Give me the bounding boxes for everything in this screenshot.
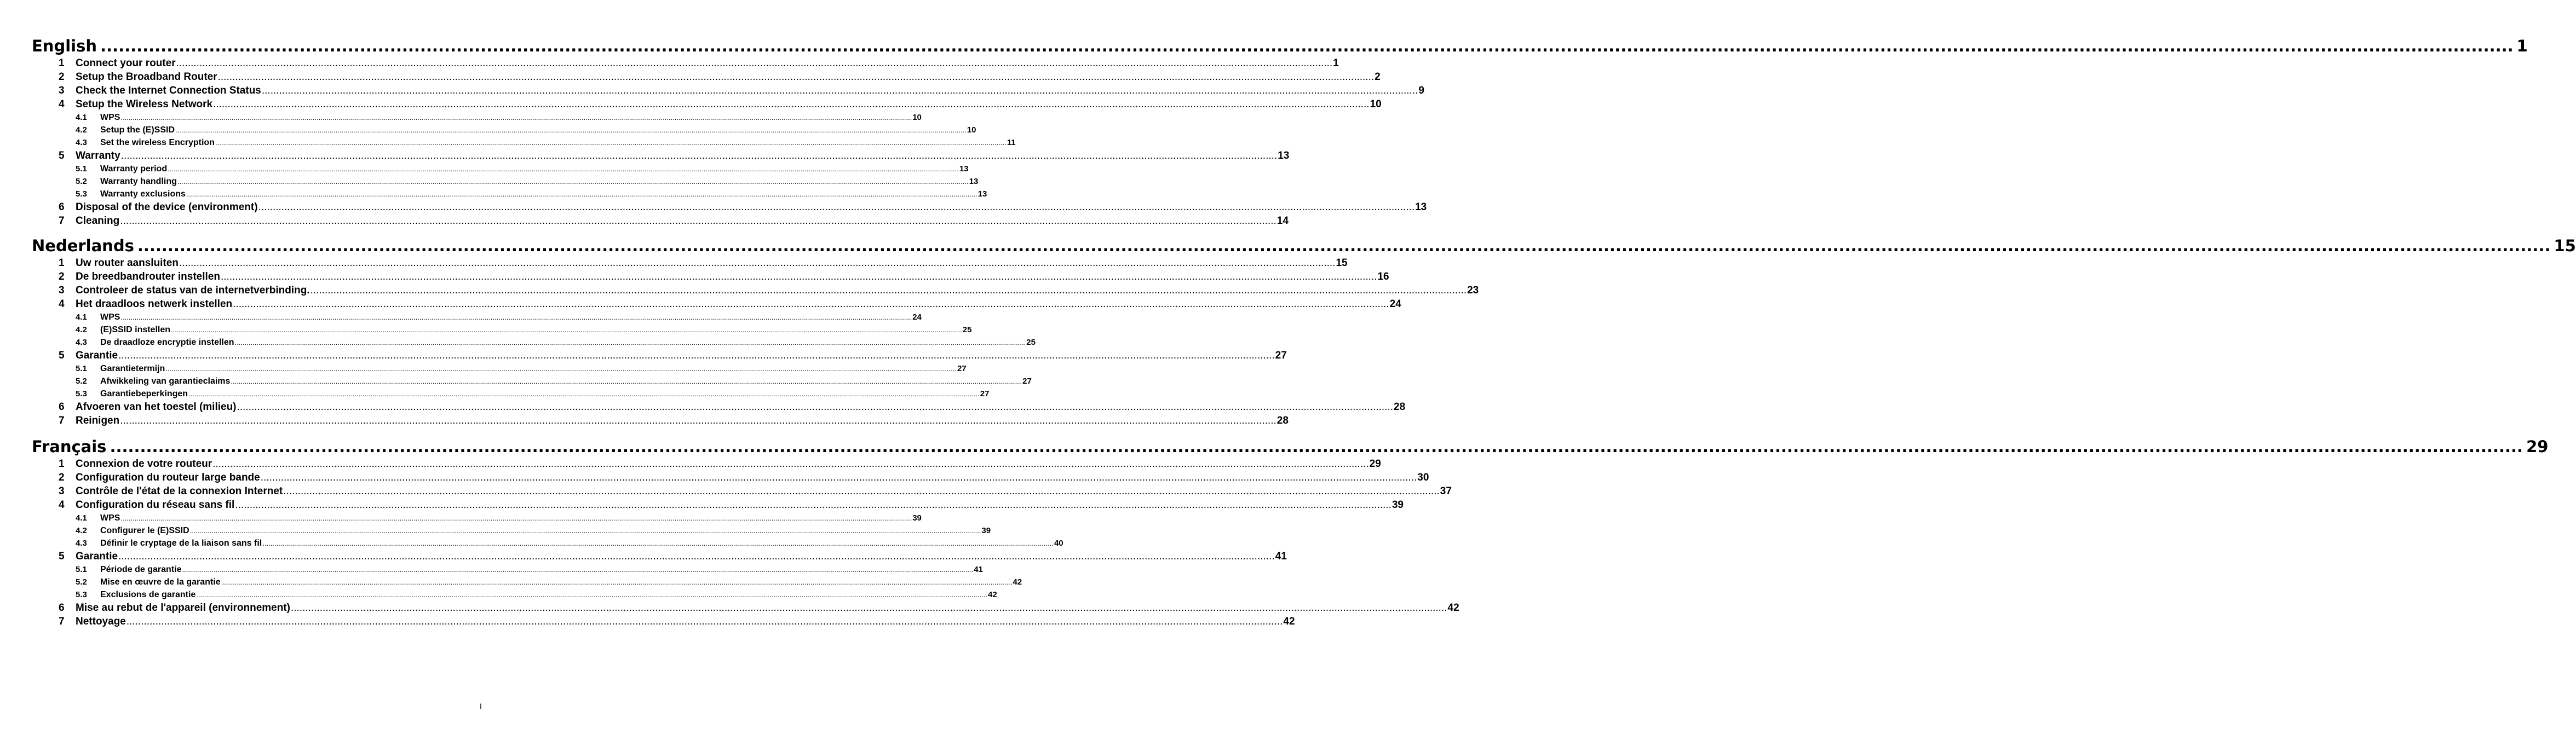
entry-number: 5.2 bbox=[76, 577, 87, 587]
toc-subentry[interactable] bbox=[32, 188, 987, 200]
entry-title: Connexion de votre routeur bbox=[76, 458, 212, 470]
section-page-number: 15 bbox=[2554, 236, 2576, 255]
toc-entry[interactable] bbox=[32, 214, 1289, 228]
entry-title: Warranty bbox=[76, 150, 120, 161]
entry-page-number: 25 bbox=[1026, 338, 1036, 347]
entry-page-number: 11 bbox=[1007, 138, 1016, 147]
section-heading[interactable] bbox=[32, 437, 2549, 456]
section-title: English bbox=[32, 37, 97, 55]
entry-number: 4 bbox=[59, 499, 65, 511]
dot-leader: ................................................................................................................................................................................................................................................................................................................................................................................................................ bbox=[310, 285, 1467, 296]
entry-page-number: 2 bbox=[1375, 71, 1381, 83]
toc-subentry[interactable] bbox=[32, 124, 976, 136]
dot-leader: ................................................................................................................................................................................................................................................................................................................................................................................................................ bbox=[120, 113, 912, 122]
entry-page-number: 9 bbox=[1418, 85, 1424, 96]
entry-page-number: 27 bbox=[1022, 377, 1032, 386]
toc-entry-list bbox=[32, 256, 1479, 427]
entry-title: Nettoyage bbox=[76, 616, 126, 627]
entry-number: 7 bbox=[59, 616, 65, 627]
entry-number: 4.1 bbox=[76, 513, 87, 523]
entry-number: 5.1 bbox=[76, 164, 87, 174]
entry-number: 5 bbox=[59, 150, 65, 161]
toc-subentry[interactable] bbox=[32, 175, 979, 188]
entry-title: Garantietermijn bbox=[100, 364, 165, 373]
entry-number: 3 bbox=[59, 85, 65, 96]
entry-title: Afwikkeling van garantieclaims bbox=[100, 377, 231, 386]
toc-entry-list bbox=[32, 457, 1459, 628]
toc-entry[interactable] bbox=[32, 414, 1289, 427]
dot-leader: ................................................................................................................................................................................................................................................................................................................................................................................................................ bbox=[213, 99, 1370, 110]
dot-leader: ................................................................................................................................................................................................................................................................................................................................................................................................................ bbox=[120, 415, 1277, 426]
entry-page-number: 39 bbox=[1392, 499, 1404, 511]
entry-number: 7 bbox=[59, 415, 65, 426]
entry-page-number: 24 bbox=[1389, 298, 1401, 310]
toc-entry[interactable] bbox=[32, 550, 1287, 563]
entry-page-number: 41 bbox=[974, 565, 983, 574]
entry-title: Setup the (E)SSID bbox=[100, 125, 175, 135]
entry-number: 4.1 bbox=[76, 113, 87, 122]
entry-title: Configurer le (E)SSID bbox=[100, 526, 189, 535]
toc-subentry[interactable] bbox=[32, 311, 922, 323]
toc-entry-list bbox=[32, 56, 1427, 228]
toc-subentry[interactable] bbox=[32, 388, 990, 400]
entry-title: De breedbandrouter instellen bbox=[76, 271, 220, 282]
section-spacer bbox=[32, 228, 491, 236]
entry-page-number: 25 bbox=[962, 325, 972, 334]
entry-title: Warranty exclusions bbox=[100, 189, 186, 199]
dot-leader: ................................................................................................................................................................................................................................................................................................................................................................................................................ bbox=[179, 257, 1336, 269]
toc-subentry[interactable] bbox=[32, 588, 997, 601]
toc-subentry[interactable] bbox=[32, 375, 1032, 388]
entry-title: Warranty period bbox=[100, 164, 168, 174]
entry-title: Exclusions de garantie bbox=[100, 590, 196, 599]
dot-leader: ................................................................................................................................................................................................................................................................................................................................................................................................................ bbox=[186, 190, 978, 198]
toc-subentry[interactable] bbox=[32, 111, 922, 124]
entry-page-number: 27 bbox=[957, 364, 967, 373]
entry-page-number: 10 bbox=[967, 125, 976, 135]
entry-number: 5.3 bbox=[76, 389, 87, 398]
dot-leader: ................................................................................................................................................................................................................................................................................................................................................................................................................ bbox=[188, 390, 980, 398]
dot-leader: ................................................................................................................................................................................................................................................................................................................................................................................................................ bbox=[126, 616, 1283, 627]
entry-page-number: 42 bbox=[1447, 602, 1459, 614]
page-number: I bbox=[480, 702, 482, 710]
entry-title: Connect your router bbox=[76, 57, 176, 69]
entry-title: Disposal of the device (environment) bbox=[76, 201, 258, 213]
toc-subentry[interactable] bbox=[32, 512, 922, 524]
toc-entry[interactable] bbox=[32, 97, 1382, 111]
entry-page-number: 10 bbox=[912, 113, 922, 122]
entry-number: 2 bbox=[59, 472, 65, 483]
entry-title: De draadloze encryptie instellen bbox=[100, 338, 234, 347]
dot-leader: ................................................................................................................................................................................................................................................................................................................................................................................................................ bbox=[220, 271, 1377, 282]
entry-title: (E)SSID instellen bbox=[100, 325, 171, 334]
dot-leader: ................................................................................................................................................................................................................................................................................................................................................................................................................ bbox=[100, 37, 2514, 55]
entry-page-number: 13 bbox=[969, 177, 979, 186]
entry-page-number: 15 bbox=[1336, 257, 1348, 269]
toc-entry[interactable] bbox=[32, 471, 1429, 484]
toc-entry[interactable] bbox=[32, 200, 1427, 214]
entry-number: 4.3 bbox=[76, 138, 87, 147]
entry-title: Garantiebeperkingen bbox=[100, 389, 188, 398]
toc-entry[interactable] bbox=[32, 498, 1404, 512]
entry-number: 6 bbox=[59, 201, 65, 213]
toc-entry[interactable] bbox=[32, 349, 1287, 362]
dot-leader: ................................................................................................................................................................................................................................................................................................................................................................................................................ bbox=[110, 437, 2523, 456]
toc-subentry[interactable] bbox=[32, 576, 1022, 588]
section-heading[interactable] bbox=[32, 36, 2528, 56]
entry-number: 2 bbox=[59, 271, 65, 282]
dot-leader: ................................................................................................................................................................................................................................................................................................................................................................................................................ bbox=[120, 313, 912, 321]
entry-page-number: 13 bbox=[959, 164, 969, 174]
entry-number: 1 bbox=[59, 57, 65, 69]
entry-number: 4 bbox=[59, 298, 65, 310]
dot-leader: ................................................................................................................................................................................................................................................................................................................................................................................................................ bbox=[258, 201, 1415, 213]
dot-leader: ................................................................................................................................................................................................................................................................................................................................................................................................................ bbox=[189, 527, 981, 535]
toc-subentry[interactable] bbox=[32, 563, 983, 576]
table-of-contents bbox=[32, 36, 2576, 628]
entry-number: 7 bbox=[59, 215, 65, 227]
entry-page-number: 39 bbox=[912, 513, 922, 523]
entry-title: WPS bbox=[100, 113, 120, 122]
entry-number: 4.2 bbox=[76, 125, 87, 135]
toc-entry[interactable] bbox=[32, 70, 1381, 84]
entry-page-number: 41 bbox=[1275, 551, 1287, 562]
entry-number: 4.1 bbox=[76, 313, 87, 322]
entry-page-number: 42 bbox=[1283, 616, 1295, 627]
entry-page-number: 37 bbox=[1440, 485, 1452, 497]
entry-page-number: 10 bbox=[1370, 99, 1382, 110]
entry-title: Set the wireless Encryption bbox=[100, 138, 215, 147]
entry-title: Setup the Wireless Network bbox=[76, 99, 213, 110]
entry-page-number: 29 bbox=[1369, 458, 1381, 470]
toc-entry[interactable] bbox=[32, 56, 1339, 70]
toc-entry[interactable] bbox=[32, 149, 1290, 163]
entry-number: 6 bbox=[59, 401, 65, 413]
toc-entry[interactable] bbox=[32, 270, 1389, 284]
entry-number: 4.2 bbox=[76, 526, 87, 535]
entry-number: 5 bbox=[59, 350, 65, 361]
dot-leader: ................................................................................................................................................................................................................................................................................................................................................................................................................ bbox=[215, 138, 1007, 147]
entry-title: Mise au rebut de l'appareil (environnement) bbox=[76, 602, 290, 614]
toc-subentry[interactable] bbox=[32, 323, 972, 336]
entry-number: 5.2 bbox=[76, 177, 87, 186]
dot-leader: ................................................................................................................................................................................................................................................................................................................................................................................................................ bbox=[137, 236, 2551, 255]
entry-number: 5.2 bbox=[76, 377, 87, 386]
dot-leader: ................................................................................................................................................................................................................................................................................................................................................................................................................ bbox=[261, 85, 1418, 96]
entry-title: Configuration du routeur large bande bbox=[76, 472, 260, 483]
entry-page-number: 23 bbox=[1467, 285, 1479, 296]
entry-title: Reinigen bbox=[76, 415, 120, 426]
dot-leader: ................................................................................................................................................................................................................................................................................................................................................................................................................ bbox=[231, 377, 1022, 385]
dot-leader: ................................................................................................................................................................................................................................................................................................................................................................................................................ bbox=[291, 602, 1447, 614]
entry-title: Het draadloos netwerk instellen bbox=[76, 298, 233, 310]
toc-entry[interactable] bbox=[32, 284, 1479, 297]
dot-leader: ................................................................................................................................................................................................................................................................................................................................................................................................................ bbox=[217, 71, 1375, 83]
toc-subentry[interactable] bbox=[32, 163, 969, 175]
entry-page-number: 27 bbox=[1275, 350, 1287, 361]
toc-entry[interactable] bbox=[32, 297, 1401, 311]
entry-number: 4.2 bbox=[76, 325, 87, 334]
entry-page-number: 40 bbox=[1054, 539, 1063, 548]
entry-page-number: 42 bbox=[1013, 577, 1022, 587]
dot-leader: ................................................................................................................................................................................................................................................................................................................................................................................................................ bbox=[118, 350, 1275, 361]
entry-page-number: 39 bbox=[981, 526, 991, 535]
entry-title: Contrôle de l'état de la connexion Internet bbox=[76, 485, 283, 497]
dot-leader: ................................................................................................................................................................................................................................................................................................................................................................................................................ bbox=[120, 215, 1277, 227]
dot-leader: ................................................................................................................................................................................................................................................................................................................................................................................................................ bbox=[237, 401, 1394, 413]
entry-title: Setup the Broadband Router bbox=[76, 71, 217, 83]
toc-subentry[interactable] bbox=[32, 362, 967, 375]
entry-number: 1 bbox=[59, 257, 65, 269]
dot-leader: ................................................................................................................................................................................................................................................................................................................................................................................................................ bbox=[165, 365, 957, 373]
entry-number: 6 bbox=[59, 602, 65, 614]
entry-number: 2 bbox=[59, 71, 65, 83]
entry-title: Check the Internet Connection Status bbox=[76, 85, 261, 96]
entry-title: Afvoeren van het toestel (milieu) bbox=[76, 401, 237, 413]
entry-number: 4.3 bbox=[76, 539, 87, 548]
section-spacer bbox=[32, 427, 491, 437]
entry-number: 5.1 bbox=[76, 364, 87, 373]
entry-title: Warranty handling bbox=[100, 177, 177, 186]
toc-entry[interactable] bbox=[32, 601, 1459, 615]
toc-subentry[interactable] bbox=[32, 524, 991, 537]
entry-page-number: 13 bbox=[1278, 150, 1290, 161]
toc-subentry[interactable] bbox=[32, 136, 1016, 149]
entry-title: Garantie bbox=[76, 551, 118, 562]
entry-title: Cleaning bbox=[76, 215, 120, 227]
entry-page-number: 27 bbox=[980, 389, 990, 398]
entry-number: 5 bbox=[59, 551, 65, 562]
dot-leader: ................................................................................................................................................................................................................................................................................................................................................................................................................ bbox=[171, 326, 962, 334]
entry-number: 1 bbox=[59, 458, 65, 470]
entry-number: 5.3 bbox=[76, 590, 87, 599]
entry-title: Controleer de status van de internetverbinding. bbox=[76, 285, 310, 296]
section-title: Français bbox=[32, 437, 107, 456]
entry-page-number: 13 bbox=[978, 189, 987, 199]
toc-subentry[interactable] bbox=[32, 336, 1036, 349]
dot-leader: ................................................................................................................................................................................................................................................................................................................................................................................................................ bbox=[196, 591, 988, 599]
entry-page-number: 13 bbox=[1415, 201, 1427, 213]
entry-page-number: 28 bbox=[1277, 415, 1289, 426]
dot-leader: ................................................................................................................................................................................................................................................................................................................................................................................................................ bbox=[234, 338, 1026, 346]
toc-entry[interactable] bbox=[32, 457, 1381, 471]
toc-entry[interactable] bbox=[32, 256, 1348, 270]
entry-page-number: 14 bbox=[1277, 215, 1289, 227]
entry-number: 4.3 bbox=[76, 338, 87, 347]
entry-title: WPS bbox=[100, 313, 120, 322]
section-page-number: 1 bbox=[2516, 37, 2528, 55]
entry-title: Garantie bbox=[76, 350, 118, 361]
entry-number: 5.1 bbox=[76, 565, 87, 574]
dot-leader: ................................................................................................................................................................................................................................................................................................................................................................................................................ bbox=[175, 126, 967, 134]
section-title: Nederlands bbox=[32, 236, 134, 255]
dot-leader: ................................................................................................................................................................................................................................................................................................................................................................................................................ bbox=[235, 499, 1392, 511]
dot-leader: ................................................................................................................................................................................................................................................................................................................................................................................................................ bbox=[233, 298, 1389, 310]
entry-page-number: 28 bbox=[1394, 401, 1406, 413]
dot-leader: ................................................................................................................................................................................................................................................................................................................................................................................................................ bbox=[168, 165, 959, 173]
entry-title: WPS bbox=[100, 513, 120, 523]
entry-page-number: 24 bbox=[912, 313, 922, 322]
toc-entry[interactable] bbox=[32, 84, 1424, 97]
dot-leader: ................................................................................................................................................................................................................................................................................................................................................................................................................ bbox=[176, 57, 1333, 69]
entry-title: Uw router aansluiten bbox=[76, 257, 179, 269]
entry-number: 5.3 bbox=[76, 189, 87, 199]
toc-entry[interactable] bbox=[32, 400, 1406, 414]
dot-leader: ................................................................................................................................................................................................................................................................................................................................................................................................................ bbox=[212, 458, 1369, 470]
dot-leader: ................................................................................................................................................................................................................................................................................................................................................................................................................ bbox=[177, 177, 969, 186]
section-heading[interactable] bbox=[32, 236, 2576, 256]
dot-leader: ................................................................................................................................................................................................................................................................................................................................................................................................................ bbox=[182, 565, 974, 574]
entry-number: 3 bbox=[59, 485, 65, 497]
dot-leader: ................................................................................................................................................................................................................................................................................................................................................................................................................ bbox=[120, 514, 912, 522]
toc-entry[interactable] bbox=[32, 484, 1452, 498]
entry-number: 3 bbox=[59, 285, 65, 296]
entry-title: Définir le cryptage de la liaison sans fil bbox=[100, 539, 262, 548]
entry-page-number: 16 bbox=[1377, 271, 1389, 282]
entry-number: 4 bbox=[59, 99, 65, 110]
dot-leader: ................................................................................................................................................................................................................................................................................................................................................................................................................ bbox=[262, 539, 1054, 547]
entry-page-number: 1 bbox=[1333, 57, 1339, 69]
toc-entry[interactable] bbox=[32, 615, 1295, 628]
entry-title: Configuration du réseau sans fil bbox=[76, 499, 235, 511]
dot-leader: ................................................................................................................................................................................................................................................................................................................................................................................................................ bbox=[120, 150, 1278, 161]
dot-leader: ................................................................................................................................................................................................................................................................................................................................................................................................................ bbox=[221, 578, 1013, 586]
entry-page-number: 30 bbox=[1417, 472, 1429, 483]
section-page-number: 29 bbox=[2526, 437, 2549, 456]
entry-title: Mise en œuvre de la garantie bbox=[100, 577, 221, 587]
dot-leader: ................................................................................................................................................................................................................................................................................................................................................................................................................ bbox=[118, 551, 1275, 562]
entry-title: Période de garantie bbox=[100, 565, 182, 574]
toc-subentry[interactable] bbox=[32, 537, 1063, 550]
entry-page-number: 42 bbox=[988, 590, 997, 599]
dot-leader: ................................................................................................................................................................................................................................................................................................................................................................................................................ bbox=[260, 472, 1417, 483]
dot-leader: ................................................................................................................................................................................................................................................................................................................................................................................................................ bbox=[283, 485, 1440, 497]
